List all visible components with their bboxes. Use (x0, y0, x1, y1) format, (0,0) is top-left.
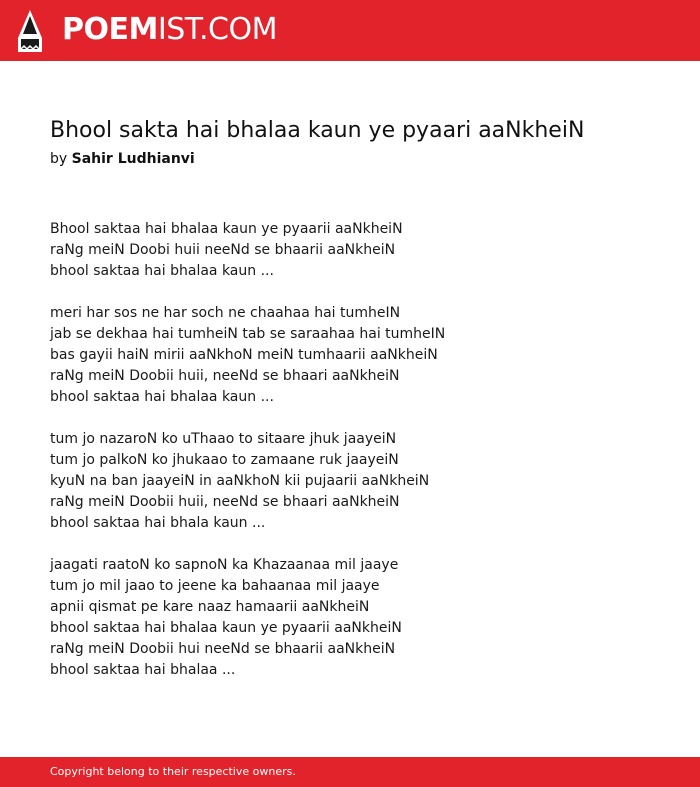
poem-line: raNg meiN Doobi huii neeNd se bhaarii aaNkheiN (50, 242, 396, 258)
site-footer (0, 757, 700, 787)
poem-stanza (50, 555, 650, 681)
site-logo-text (62, 12, 277, 48)
poem-line: bhool saktaa hai bhalaa kaun ye pyaarii aaNkheiN (50, 620, 402, 636)
pencil-icon (18, 10, 42, 52)
poem-body (50, 219, 650, 702)
poem-line: meri har sos ne har soch ne chaahaa hai tumheIN (50, 305, 401, 321)
by-label: by (50, 151, 68, 167)
copyright-text: Copyright belong to their respective owners. (50, 765, 296, 778)
poem-line: bhool saktaa hai bhalaa kaun ... (50, 389, 274, 405)
poem-title: Bhool sakta hai bhalaa kaun ye pyaari aaNkheiN (50, 118, 585, 143)
poem-line: jaagati raatoN ko sapnoN ka Khazaanaa mil jaaye (50, 557, 399, 573)
logo-light-part: IST.COM (157, 12, 277, 47)
poem-line: tum jo palkoN ko jhukaao to zamaane ruk jaayeiN (50, 452, 399, 468)
poem-line: apnii qismat pe kare naaz hamaarii aaNkheiN (50, 599, 370, 615)
poem-line: jab se dekhaa hai tumheiN tab se saraahaa hai tumheIN (50, 326, 446, 342)
poem-stanza (50, 429, 650, 534)
poem-line: raNg meiN Doobii hui neeNd se bhaarii aaNkheiN (50, 641, 396, 657)
poem-line: raNg meiN Doobii huii, neeNd se bhaari aaNkheiN (50, 368, 400, 384)
poem-line: tum jo nazaroN ko uThaao to sitaare jhuk jaayeiN (50, 431, 397, 447)
author-link[interactable]: Sahir Ludhianvi (71, 151, 195, 167)
poem-line: bas gayii haiN mirii aaNkhoN meiN tumhaarii aaNkheiN (50, 347, 438, 363)
poem-line: raNg meiN Doobii huii, neeNd se bhaari aaNkheiN (50, 494, 400, 510)
poem-line: bhool saktaa hai bhalaa ... (50, 662, 236, 678)
poem-line: bhool saktaa hai bhala kaun ... (50, 515, 266, 531)
byline (50, 149, 195, 169)
poem-stanza (50, 303, 650, 408)
poem-line: kyuN na ban jaayeiN in aaNkhoN kii pujaarii aaNkheiN (50, 473, 430, 489)
site-header (0, 0, 700, 61)
poem-line: tum jo mil jaao to jeene ka bahaanaa mil jaaye (50, 578, 380, 594)
logo-link[interactable] (0, 0, 277, 61)
logo-bold-part: POEM (62, 12, 158, 47)
poem-stanza (50, 219, 650, 282)
poem-line: Bhool saktaa hai bhalaa kaun ye pyaarii aaNkheiN (50, 221, 403, 237)
poem-line: bhool saktaa hai bhalaa kaun ... (50, 263, 274, 279)
